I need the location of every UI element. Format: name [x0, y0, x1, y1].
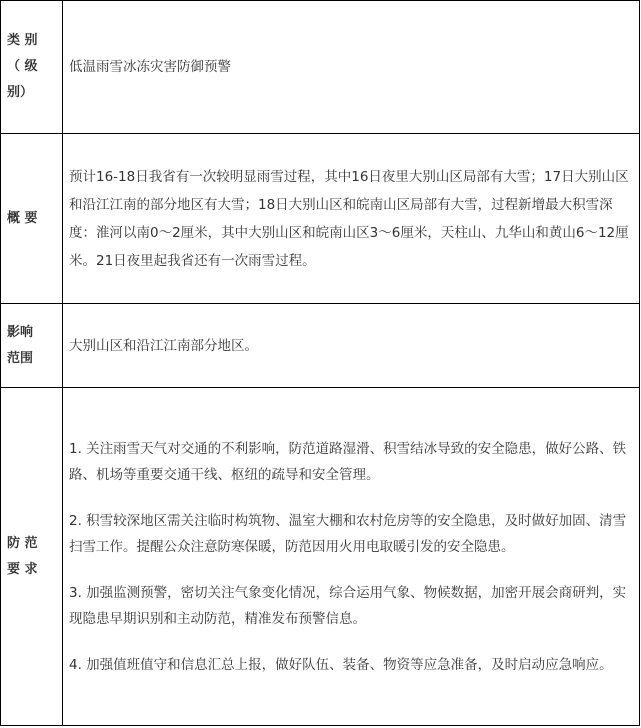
- header-line: 类 别: [7, 33, 38, 48]
- requirement-item: 3. 加强监测预警，密切关注气象变化情况，综合运用气象、物候数据，加密开展会商研判，实现隐患早期识别和主动防范，精准发布预警信息。: [69, 584, 627, 627]
- table-row-scope: [1, 304, 640, 388]
- header-line: 别）: [7, 85, 34, 100]
- header-line: 概 要: [7, 210, 38, 226]
- table-row-summary: [1, 134, 640, 304]
- requirement-item: 1. 关注雨雪天气对交通的不利影响，防范道路湿滑、积雪结冰导致的安全隐患，做好公路、铁路、机场等重要交通干线、枢纽的疏导和安全管理。: [69, 440, 627, 483]
- table-row-requirements: [1, 388, 640, 726]
- row-content-scope: [63, 304, 640, 388]
- header-line: （ 级: [7, 59, 38, 74]
- header-line: 要 求: [7, 561, 38, 577]
- row-header-requirements: [1, 388, 63, 726]
- summary-text: 预计16-18日我省有一次较明显雨雪过程，其中16日夜里大别山区局部有大雪；17日大别山区和沿江江南的部分地区有大雪；18日大别山区和皖南山区局部有大雪，过程新增最大积雪深度：淮河以南0～2厘米，其中大别山区和皖南山区3～6厘米，天柱山、九华山和黄山6～12厘米。21日夜里起我省还有一次雨雪过程。: [69, 168, 629, 269]
- header-line: 防 范: [7, 535, 38, 551]
- category-text: 低温雨雪冰冻灾害防御预警: [69, 59, 231, 75]
- row-content-summary: [63, 134, 640, 304]
- scope-text: 大别山区和沿江江南部分地区。: [69, 337, 258, 354]
- row-header-category: [1, 1, 63, 134]
- header-line: 范围: [7, 350, 34, 366]
- table-row-category: [1, 1, 640, 134]
- row-content-requirements: [63, 388, 640, 726]
- requirement-item: 2. 积雪较深地区需关注临时构筑物、温室大棚和农村危房等的安全隐患，及时做好加固、清雪扫雪工作。提醒公众注意防寒保暖，防范因用火用电取暖引发的安全隐患。: [69, 512, 627, 555]
- row-header-scope: [1, 304, 63, 388]
- row-header-summary: [1, 134, 63, 304]
- header-line: 影响: [7, 324, 34, 340]
- row-content-category: [63, 1, 640, 134]
- requirement-item: 4. 加强值班值守和信息汇总上报，做好队伍、装备、物资等应急准备，及时启动应急响应。: [69, 656, 613, 673]
